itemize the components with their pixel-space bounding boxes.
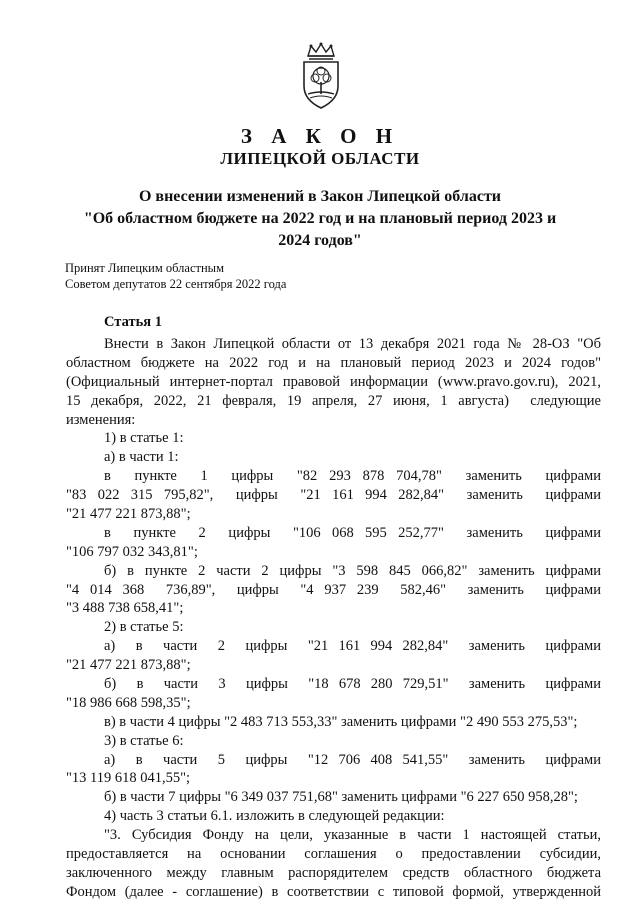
article-text-line: областном бюджете на 2022 год и на плановый период 2023 и 2024 годов" <box>66 354 601 371</box>
article-text-line: в пункте 2 цифры "106 068 595 252,77" заменить цифрами <box>104 524 601 541</box>
coat-of-arms-emblem <box>291 42 351 112</box>
article-text-line: "3. Субсидия Фонду на цели, указанные в части 1 настоящей статьи, <box>104 827 601 844</box>
article-text-line: "18 986 668 598,35"; <box>66 694 191 711</box>
article-text-line: 3) в статье 6: <box>104 732 184 749</box>
article-text-line: заключенного между главным распорядителем средств областного бюджета <box>66 864 601 881</box>
article-text-line: в пункте 1 цифры "82 293 878 704,78" заменить цифрами <box>104 468 601 485</box>
adoption-note-line: Советом депутатов 22 сентября 2022 года <box>65 277 287 291</box>
law-title-line: "Об областном бюджете на 2022 год и на плановый период 2023 и <box>83 210 557 227</box>
article-text-line: "4 014 368 736,89", цифры "4 937 239 582,46" заменить цифрами <box>66 581 601 598</box>
article-text-line: 15 декабря, 2022, 21 февраля, 19 апреля, 27 июня, 1 августа) следующие <box>66 392 601 409</box>
article-text-line: "13 119 618 041,55"; <box>66 770 191 787</box>
article-text-line: Фондом (далее - соглашение) в соответствии с типовой формой, утвержденной <box>66 883 601 900</box>
adoption-note-line: Принят Липецким областным <box>65 261 224 275</box>
article-text-line: "83 022 315 795,82", цифры "21 161 994 282,84" заменить цифрами <box>66 487 601 504</box>
article-heading: Статья 1 <box>104 314 162 330</box>
article-text-line: Внести в Закон Липецкой области от 13 декабря 2021 года № 28-ОЗ "Об <box>104 336 601 352</box>
article-text-line: б) в пункте 2 части 2 цифры "3 598 845 066,82" заменить цифрами <box>104 562 601 579</box>
law-title-line: О внесении изменений в Закон Липецкой области <box>138 188 502 205</box>
article-text-line: а) в части 1: <box>104 449 179 466</box>
region-title: ЛИПЕЦКОЙ ОБЛАСТИ <box>220 149 420 168</box>
article-text-line: изменения: <box>66 411 136 428</box>
law-title-line: 2024 годов" <box>278 232 362 249</box>
article-text-line: а) в части 5 цифры "12 706 408 541,55" заменить цифрами <box>104 751 601 768</box>
law-title <box>60 186 580 252</box>
article-text-line: б) в части 7 цифры "6 349 037 751,68" заменить цифрами "6 227 650 958,28"; <box>104 789 578 806</box>
article-text-line: "21 477 221 873,88"; <box>66 506 191 523</box>
article-text-line: предоставляется на основании соглашения о предоставлении субсидии, <box>66 846 601 863</box>
article-text-line: 4) часть 3 статьи 6.1. изложить в следующей редакции: <box>104 808 445 825</box>
document-type-title: З А К О Н <box>240 124 400 148</box>
article-text-line: в) в части 4 цифры "2 483 713 553,33" заменить цифрами "2 490 553 275,53"; <box>104 713 578 730</box>
article-text-line: б) в части 3 цифры "18 678 280 729,51" заменить цифрами <box>104 676 601 693</box>
article-text-line: а) в части 2 цифры "21 161 994 282,84" заменить цифрами <box>104 638 601 655</box>
article-text-line: "3 488 738 658,41"; <box>66 600 184 617</box>
article-text-line: 2) в статье 5: <box>104 619 184 636</box>
article-text-line: (Официальный интернет-портал правовой информации (www.pravo.gov.ru), 2021, <box>66 373 601 390</box>
adoption-note <box>65 260 286 292</box>
article-body <box>66 335 601 902</box>
article-text-line: "106 797 032 343,81"; <box>66 543 198 560</box>
article-text-line: 1) в статье 1: <box>104 430 184 447</box>
article-text-line: "21 477 221 873,88"; <box>66 657 191 674</box>
